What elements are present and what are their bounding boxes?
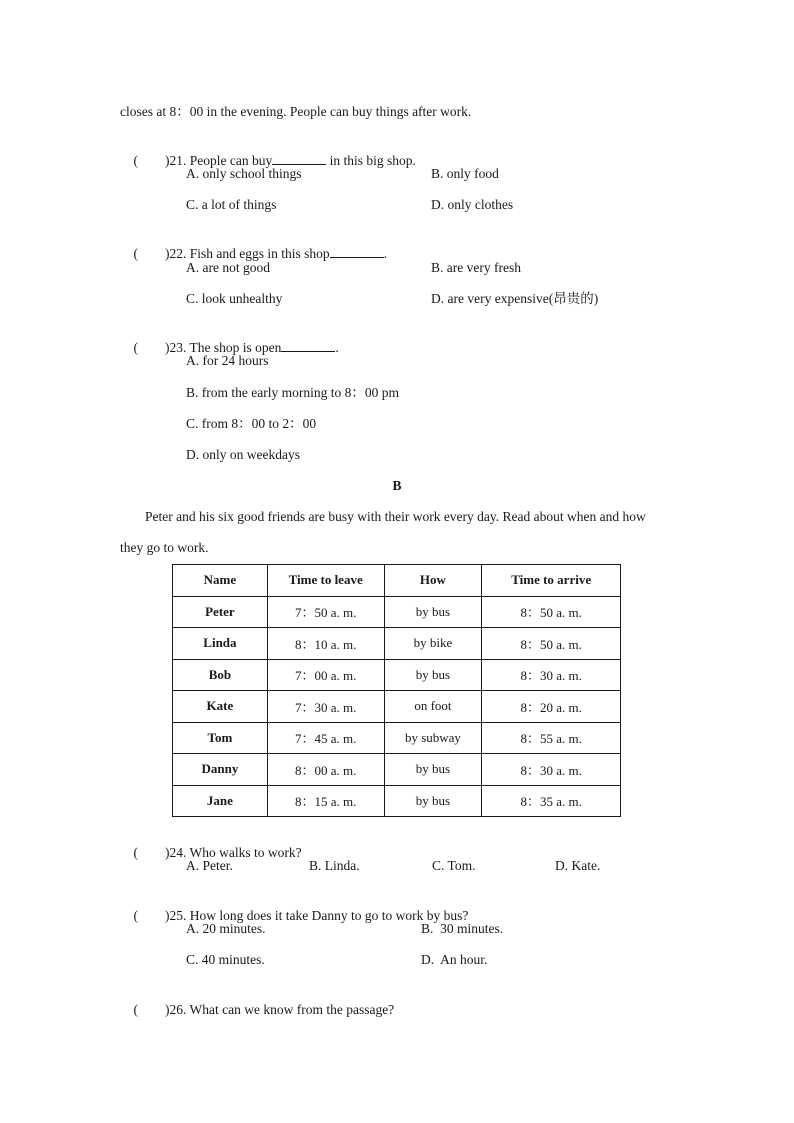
- cell-leave: 8：00 a. m.: [267, 754, 384, 786]
- header-time-to-arrive: Time to arrive: [482, 565, 621, 597]
- cell-arrive: 8：50 a. m.: [482, 596, 621, 628]
- answer-paren[interactable]: ( ): [133, 845, 170, 860]
- cell-name: Peter: [173, 596, 268, 628]
- option-24b: B. Linda.: [309, 858, 360, 873]
- option-22d: D. are very expensive(昂贵的): [431, 291, 599, 306]
- table-row: [173, 659, 621, 691]
- option-22b: B. are very fresh: [431, 260, 521, 275]
- commute-table: [172, 564, 621, 817]
- option-22a: A. are not good: [186, 260, 270, 275]
- cell-how: by bus: [384, 659, 482, 691]
- option-25c: C. 40 minutes.: [186, 952, 265, 967]
- header-time-to-leave: Time to leave: [267, 565, 384, 597]
- option-24d: D. Kate.: [555, 858, 601, 873]
- cell-name: Tom: [173, 722, 268, 754]
- option-21c: C. a lot of things: [186, 197, 277, 212]
- question-21: ( )21. People can buy in this big shop.: [133, 153, 416, 168]
- table-row: [173, 628, 621, 660]
- question-23: ( )23. The shop is open .: [133, 340, 339, 355]
- answer-blank: [281, 339, 335, 352]
- table-row: [173, 691, 621, 723]
- option-22c: C. look unhealthy: [186, 291, 283, 306]
- option-24a: A. Peter.: [186, 858, 233, 873]
- cell-name: Linda: [173, 628, 268, 660]
- cell-arrive: 8：35 a. m.: [482, 785, 621, 817]
- section-heading-b: B: [392, 478, 402, 493]
- cell-how: by bike: [384, 628, 482, 660]
- cell-name: Danny: [173, 754, 268, 786]
- option-24c: C. Tom.: [432, 858, 476, 873]
- cell-leave: 8：15 a. m.: [267, 785, 384, 817]
- option-23d: D. only on weekdays: [186, 447, 300, 462]
- answer-blank: [272, 152, 326, 165]
- answer-paren[interactable]: ( ): [133, 340, 170, 355]
- cell-how: by bus: [384, 596, 482, 628]
- cell-name: Kate: [173, 691, 268, 723]
- question-22: ( )22. Fish and eggs in this shop .: [133, 246, 388, 261]
- option-25b: B. 30 minutes.: [421, 921, 504, 936]
- table-row: [173, 785, 621, 817]
- option-23b: B. from the early morning to 8：00 pm: [186, 385, 399, 400]
- cell-how: by subway: [384, 722, 482, 754]
- cell-arrive: 8：20 a. m.: [482, 691, 621, 723]
- option-21a: A. only school things: [186, 166, 302, 181]
- cell-name: Bob: [173, 659, 268, 691]
- table-row: [173, 754, 621, 786]
- cell-arrive: 8：30 a. m.: [482, 754, 621, 786]
- option-25a: A. 20 minutes.: [186, 921, 266, 936]
- answer-paren[interactable]: ( ): [133, 908, 170, 923]
- answer-blank: [330, 245, 384, 258]
- header-how: How: [384, 565, 482, 597]
- cell-leave: 7：00 a. m.: [267, 659, 384, 691]
- table-header-row: [173, 565, 621, 597]
- option-21d: D. only clothes: [431, 197, 514, 212]
- cell-how: by bus: [384, 754, 482, 786]
- cell-arrive: 8：30 a. m.: [482, 659, 621, 691]
- cell-leave: 7：50 a. m.: [267, 596, 384, 628]
- option-21b: B. only food: [431, 166, 499, 181]
- table-row: [173, 722, 621, 754]
- option-23a: A. for 24 hours: [186, 353, 269, 368]
- header-name: Name: [173, 565, 268, 597]
- option-23c: C. from 8：00 to 2：00: [186, 416, 317, 431]
- cell-how: by bus: [384, 785, 482, 817]
- passage-continuation: closes at 8：00 in the evening. People can buy things after work.: [120, 104, 472, 119]
- cell-arrive: 8：50 a. m.: [482, 628, 621, 660]
- cell-name: Jane: [173, 785, 268, 817]
- answer-paren[interactable]: ( ): [133, 246, 170, 261]
- question-26: ( )26. What can we know from the passage?: [133, 1002, 395, 1017]
- question-24: ( )24. Who walks to work?: [133, 845, 302, 860]
- question-25: ( )25. How long does it take Danny to go to work by bus?: [133, 908, 469, 923]
- cell-leave: 7：30 a. m.: [267, 691, 384, 723]
- answer-paren[interactable]: ( ): [133, 153, 170, 168]
- answer-paren[interactable]: ( ): [133, 1002, 170, 1017]
- cell-leave: 7：45 a. m.: [267, 722, 384, 754]
- passage-line-2: they go to work.: [120, 540, 209, 555]
- cell-leave: 8：10 a. m.: [267, 628, 384, 660]
- table-row: [173, 596, 621, 628]
- option-25d: D. An hour.: [421, 952, 488, 967]
- cell-how: on foot: [384, 691, 482, 723]
- cell-arrive: 8：55 a. m.: [482, 722, 621, 754]
- passage-line-1: Peter and his six good friends are busy with their work every day. Read about when and how: [145, 509, 646, 524]
